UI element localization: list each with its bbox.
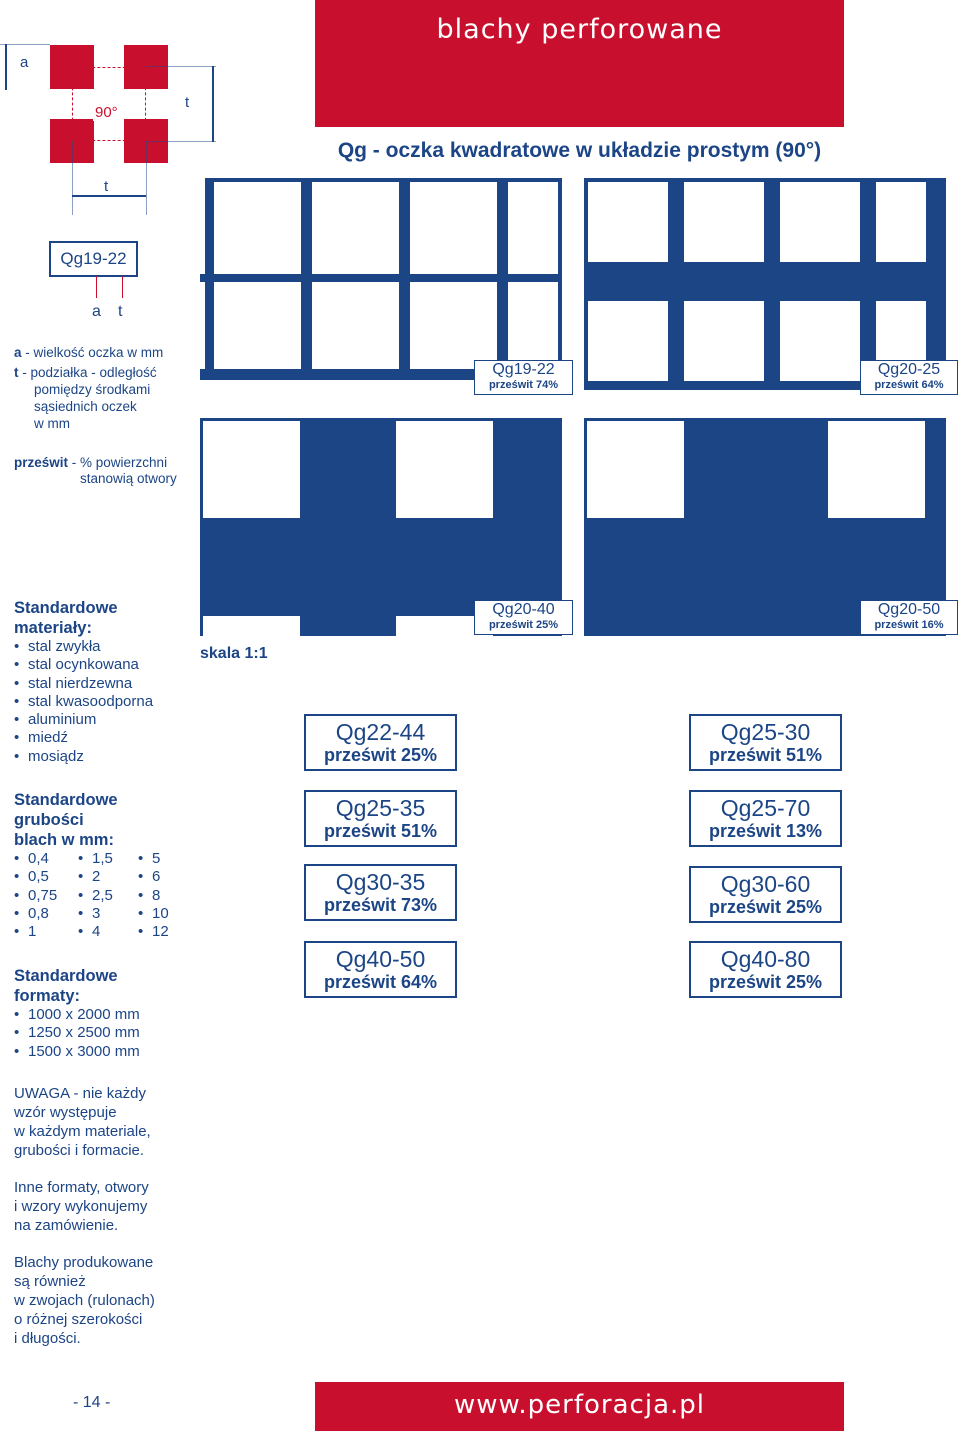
def-text-t-line3: sąsiednich oczek — [34, 399, 137, 414]
pattern-hole — [396, 421, 493, 518]
formats-heading: Standardowe — [14, 967, 118, 985]
pattern-hole — [828, 421, 925, 518]
thickness-column — [14, 850, 78, 941]
code-card-qg40-80 — [689, 941, 842, 998]
code-card-open: prześwit 25% — [708, 972, 823, 992]
thickness-heading: grubości — [14, 811, 84, 829]
code-label-a: a — [92, 303, 101, 320]
definition-t — [14, 364, 157, 381]
note-line: i wzory wykonujemy — [14, 1198, 148, 1215]
dim-t-vertical-line — [212, 66, 214, 142]
pattern-hole — [780, 182, 860, 262]
code-label-t: t — [118, 303, 123, 320]
dim-t-vertical-label: t — [185, 94, 190, 111]
thickness-value: • 4 — [78, 923, 138, 941]
pattern-tag-qg20-25 — [860, 360, 958, 395]
pattern-tag-open: prześwit 16% — [874, 619, 944, 631]
thickness-value: • 2 — [78, 868, 138, 886]
materials-heading: Standardowe — [14, 599, 118, 617]
pattern-hole — [684, 182, 764, 262]
pattern-hole — [214, 282, 301, 369]
pattern-hole — [214, 182, 301, 274]
note-line: Inne formaty, otwory — [14, 1179, 149, 1196]
dim-guide — [146, 66, 216, 67]
pattern-hole — [587, 421, 684, 518]
thickness-column — [138, 850, 188, 941]
note-line: w każdym materiale, — [14, 1123, 151, 1140]
note-custom — [14, 1178, 204, 1235]
code-card-code: Qg40-50 — [335, 946, 426, 972]
thickness-value: • 5 — [138, 850, 188, 868]
code-pointer-a — [96, 276, 97, 298]
dim-guide — [72, 141, 73, 215]
material-item: • stal kwasoodporna — [14, 693, 194, 711]
material-item: • stal zwykła — [14, 638, 194, 656]
note-line: i długości. — [14, 1330, 81, 1347]
formats-heading: formaty: — [14, 987, 81, 1005]
code-card-qg25-70 — [689, 790, 842, 847]
pattern-tag-code: Qg20-40 — [492, 601, 555, 618]
def-text-przeswit: - % powierzchni — [71, 455, 168, 470]
code-card-code: Qg25-35 — [335, 795, 426, 821]
example-code-box: Qg19-22 — [49, 241, 138, 277]
code-card-open: prześwit 13% — [708, 821, 823, 841]
thickness-column — [78, 850, 138, 941]
thickness-value: • 6 — [138, 868, 188, 886]
pattern-hole — [410, 182, 497, 274]
thickness-value: • 8 — [138, 887, 188, 905]
note-line: są również — [14, 1273, 86, 1290]
page-number: - 14 - — [73, 1394, 111, 1411]
materials-section — [14, 598, 194, 766]
thickness-value: • 12 — [138, 923, 188, 941]
pattern-tag-open: prześwit 64% — [874, 379, 944, 391]
thickness-value: • 0,4 — [14, 850, 78, 868]
note-line: na zamówienie. — [14, 1217, 119, 1234]
pattern-hole — [876, 182, 926, 262]
thickness-value: • 3 — [78, 905, 138, 923]
pattern-hole — [200, 178, 205, 274]
page-title: blachy perforowane — [436, 14, 723, 45]
thickness-value: • 1 — [14, 923, 78, 941]
code-pointer-t — [122, 276, 123, 298]
dim-guide — [0, 44, 50, 45]
note-availability — [14, 1084, 204, 1160]
dim-guide — [146, 141, 216, 142]
formats-section — [14, 966, 194, 1061]
thickness-section — [14, 790, 194, 941]
pattern-tag-code: Qg20-25 — [877, 361, 941, 378]
material-item: • miedź — [14, 729, 194, 747]
section-subtitle: Qg - oczka kwadratowe w układzie prostym (90°) — [337, 139, 822, 162]
code-card-open: prześwit 73% — [323, 895, 438, 915]
code-card-code: Qg30-35 — [335, 869, 426, 895]
def-text-przeswit-line2: stanowią otwory — [80, 471, 177, 486]
footer-url[interactable]: www.perforacja.pl — [454, 1390, 705, 1420]
pattern-hole — [588, 182, 668, 262]
note-line: UWAGA - nie każdy — [14, 1085, 146, 1102]
pattern-hole — [684, 301, 764, 381]
dim-a-label: a — [20, 54, 29, 71]
dim-t-horizontal-label: t — [104, 178, 109, 195]
format-item: • 1500 x 3000 mm — [14, 1043, 194, 1061]
pattern-tag-code: Qg19-22 — [492, 361, 555, 378]
dim-a-line — [5, 44, 7, 90]
def-text-a: - wielkość oczka w mm — [25, 345, 164, 360]
material-item: • stal nierdzewna — [14, 675, 194, 693]
pattern-tag-qg19-22 — [474, 360, 573, 395]
angle-label: 90° — [95, 104, 118, 121]
pattern-hole — [312, 282, 399, 369]
header-banner — [315, 0, 844, 127]
scale-label: skala 1:1 — [200, 645, 268, 662]
thickness-value: • 0,5 — [14, 868, 78, 886]
pattern-hole — [312, 182, 399, 274]
code-card-code: Qg25-70 — [720, 795, 811, 821]
code-card-qg30-35 — [304, 864, 457, 921]
thickness-value: • 10 — [138, 905, 188, 923]
pattern-tag-open: prześwit 74% — [488, 379, 559, 391]
note-line: Blachy produkowane — [14, 1254, 154, 1271]
pattern-hole — [410, 282, 497, 369]
thickness-heading: blach w mm: — [14, 831, 114, 849]
code-card-open: prześwit 25% — [708, 897, 823, 917]
thickness-value: • 0,8 — [14, 905, 78, 923]
material-item: • stal ocynkowana — [14, 656, 194, 674]
thickness-heading: Standardowe — [14, 791, 118, 809]
def-term-przeswit: prześwit — [14, 455, 69, 470]
code-card-qg25-30 — [689, 714, 842, 771]
def-term-a: a — [14, 345, 22, 360]
def-text-t: - podziałka - odległość — [22, 365, 157, 380]
material-item: • aluminium — [14, 711, 194, 729]
code-card-code: Qg30-60 — [720, 871, 811, 897]
pattern-tag-open: prześwit 25% — [488, 619, 559, 631]
code-card-open: prześwit 64% — [323, 972, 438, 992]
dim-t-horizontal-line — [72, 195, 146, 197]
note-coils — [14, 1253, 204, 1348]
code-card-qg22-44 — [304, 714, 457, 771]
code-card-code: Qg40-80 — [720, 946, 811, 972]
note-line: wzór występuje — [14, 1104, 117, 1121]
definition-a — [14, 344, 163, 361]
pattern-hole — [780, 301, 860, 381]
format-item: • 1000 x 2000 mm — [14, 1006, 194, 1024]
notes-section — [14, 1084, 204, 1366]
material-item: • mosiądz — [14, 748, 194, 766]
pattern-hole — [203, 616, 300, 636]
code-card-qg25-35 — [304, 790, 457, 847]
thickness-value: • 0,75 — [14, 887, 78, 905]
format-item: • 1250 x 2500 mm — [14, 1024, 194, 1042]
code-card-code: Qg25-30 — [720, 719, 811, 745]
pattern-hole — [588, 301, 668, 381]
pattern-hole — [508, 182, 558, 274]
def-text-t-line4: w mm — [34, 416, 70, 431]
pattern-hole — [200, 282, 205, 369]
def-term-t: t — [14, 365, 19, 380]
thickness-value: • 1,5 — [78, 850, 138, 868]
note-line: grubości i formacie. — [14, 1142, 145, 1159]
note-line: w zwojach (rulonach) — [14, 1292, 155, 1309]
pattern-hole — [508, 282, 558, 369]
footer-banner — [315, 1382, 844, 1431]
def-text-t-line2: pomiędzy środkami — [34, 382, 151, 397]
materials-heading: materiały: — [14, 619, 92, 637]
code-card-open: prześwit 25% — [323, 745, 438, 765]
code-card-open: prześwit 51% — [708, 745, 823, 765]
pattern-hole — [203, 421, 300, 518]
thickness-value: • 2,5 — [78, 887, 138, 905]
code-card-code: Qg22-44 — [335, 719, 426, 745]
definition-przeswit — [14, 454, 167, 471]
code-card-open: prześwit 51% — [323, 821, 438, 841]
pattern-tag-qg20-40 — [474, 600, 573, 635]
pattern-tag-code: Qg20-50 — [877, 601, 941, 618]
code-card-qg40-50 — [304, 941, 457, 998]
pattern-tag-qg20-50 — [860, 600, 958, 635]
dim-guide — [146, 141, 147, 215]
code-card-qg30-60 — [689, 866, 842, 923]
note-line: o różnej szerokości — [14, 1311, 143, 1328]
